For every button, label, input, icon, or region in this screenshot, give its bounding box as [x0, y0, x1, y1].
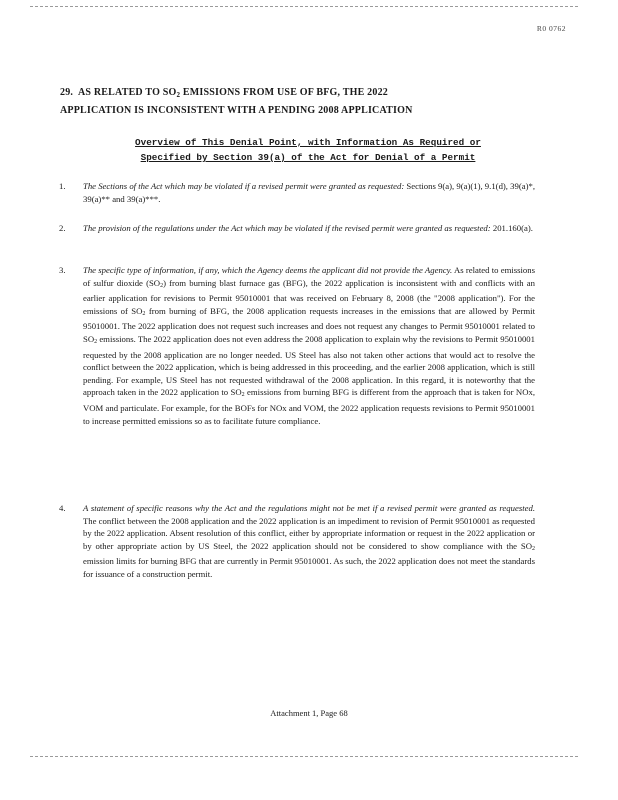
item-number: 1. — [59, 181, 66, 191]
section-heading — [60, 85, 510, 118]
item-text: A statement of specific reasons why the Act and the regulations might not be met if a revised permit were granted as requested. The conflict between the 2008 application and the 2022 application is an impediment to revision of Permit 95010001 as requested by the 2022 application. Absent resolution of this conflict, either by appropriate information or request in the 2022 application or by other appropriate action by US Steel, the 2022 application should not be considered to show compliance with the $SO_2$ emission limits for burning BFG that are currently in Permit 95010001. As such, the 2022 application does not meet the standards for issuance of a construction permit. — [83, 503, 535, 579]
item-text: The specific type of information, if any, which the Agency deems the applicant did not provide the Agency. As related to emissions of sulfur dioxide $(SO_2)$ from burning blast furnace gas (BFG), the 2022 application is inconsistent with and conflicts with an earlier application for revisions to Permit 95010001 that was received on February 8, 2008 (the "2008 application"). For the emissions of $SO_2$ from burning of BFG, the 2008 application requests increases in the emissions that are allowed by Permit 95010001. The 2022 application does not request such increases and does not request any changes to Permit 95010001 related to $SO_2$ emissions. The 2022 application does not even address the 2008 application to explain why the revisions to Permit 95010001 requested by the 2008 application are no longer needed. US Steel has also not taken other actions that would act to resolve the conflict between the 2022 application, which is being addressed in this proceeding, and the earlier 2008 application, which is still pending. For example, US Steel has not requested withdrawal of the 2008 application. In this regard, it is noteworthy that the approach taken in the 2022 application to $SO_2$ emissions from burning BFG is different from the approach that is taken for NOx, VOM and particulate. For example, for the BOFs for NOx and VOM, the 2022 application requests revisions to Permit 95010001 to increase permitted emissions so as to facilitate future compliance. — [83, 265, 536, 426]
overview-title — [88, 135, 528, 165]
page-id: R0 0762 — [536, 24, 566, 33]
list-item-3 — [55, 264, 535, 427]
list-item-1 — [55, 180, 535, 205]
heading-number: 29. — [60, 87, 74, 98]
overview-line-2: Specified by Section 39(a) of the Act for Denial of a Permit — [140, 152, 476, 163]
item-number: 2. — [59, 223, 66, 233]
item-number: 4. — [59, 503, 66, 513]
heading-line-2: APPLICATION IS INCONSISTENT WITH A PENDING 2008 APPLICATION — [60, 105, 413, 116]
overview-line-1: Overview of This Denial Point, with Information As Required or — [135, 137, 481, 148]
item-text: The Sections of the Act which may be violated if a revised permit were granted as requested: Sections 9(a), 9(a)(1), 9.1(d), 39(a)*, 39(a)** and 39(a)***. — [83, 181, 535, 204]
page-footer: Attachment 1, Page 68 — [270, 708, 348, 718]
item-text: The provision of the regulations under the Act which may be violated if the revised permit were granted as requested: 201.160(a). — [83, 223, 533, 233]
scan-bottom-edge — [30, 756, 578, 757]
list-item-2 — [55, 222, 535, 235]
item-number: 3. — [59, 265, 66, 275]
heading-line-1: 29. AS RELATED TO $SO_2$ EMISSIONS FROM USE OF BFG, THE 2022 — [60, 87, 388, 99]
scan-top-edge — [30, 6, 578, 7]
list-item-4 — [55, 502, 535, 581]
